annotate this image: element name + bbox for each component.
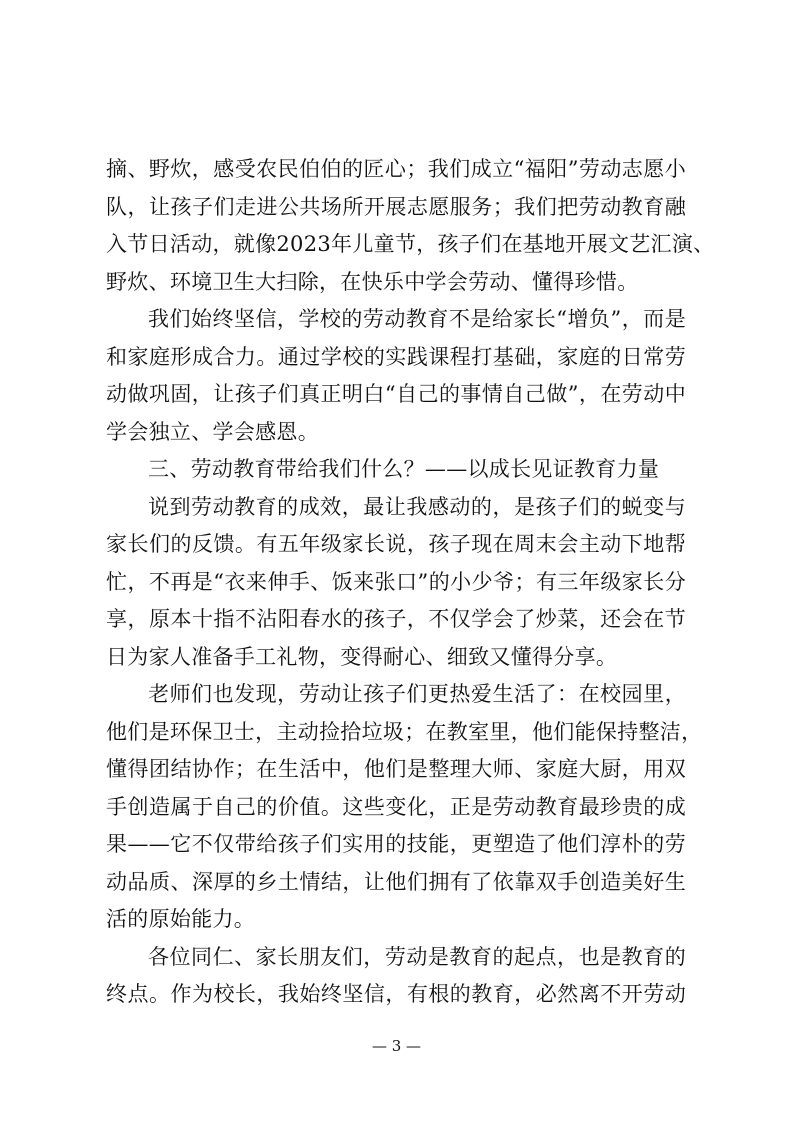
paragraph-4-line-4: 手创造属于自己的价值。这些变化，正是劳动教育最珍贵的成: [106, 794, 686, 819]
paragraph-2-line-3: 动做巩固，让孩子们真正明白“自己的事情自己做”，在劳动中: [106, 382, 686, 406]
paragraph-1-line-4: 野炊、环境卫生大扫除，在快乐中学会劳动、懂得珍惜。: [106, 269, 639, 294]
paragraph-4-line-2: 他们是环保卫士，主动捡拾垃圾；在教室里，他们能保持整洁，: [106, 719, 703, 744]
paragraph-3-line-2: 家长们的反馈。有五年级家长说，孩子现在周末会主动下地帮: [106, 532, 686, 556]
paragraph-4-line-5: 果——它不仅带给孩子们实用的技能，更塑造了他们淳朴的劳: [106, 832, 686, 856]
paragraph-2-line-2: 和家庭形成合力。通过学校的实践课程打基础，家庭的日常劳: [106, 344, 686, 369]
paragraph-5-line-1: 各位同仁、家长朋友们，劳动是教育的起点，也是教育的: [148, 944, 686, 969]
paragraph-4-line-6: 动品质、深厚的乡土情结，让他们拥有了依靠双手创造美好生: [106, 869, 686, 894]
paragraph-3-line-1: 说到劳动教育的成效，最让我感动的，是孩子们的蜕变与: [148, 494, 686, 519]
paragraph-4-line-1: 老师们也发现，劳动让孩子们更热爱生活了：在校园里，: [148, 682, 686, 706]
paragraph-3-line-5: 日为家人准备手工礼物，变得耐心、细致又懂得分享。: [106, 644, 618, 669]
paragraph-1-line-2: 队，让孩子们走进公共场所开展志愿服务；我们把劳动教育融: [106, 194, 686, 219]
paragraph-4-line-7: 活的原始能力。: [106, 907, 256, 931]
paragraph-2-line-1: 我们始终坚信，学校的劳动教育不是给家长“增负”，而是: [148, 307, 686, 331]
paragraph-2-line-4: 学会独立、学会感恩。: [106, 419, 319, 444]
paragraph-5-line-2: 终点。作为校长，我始终坚信，有根的教育，必然离不开劳动: [106, 982, 686, 1006]
paragraph-4-line-3: 懂得团结协作；在生活中，他们是整理大师、家庭大厨，用双: [106, 757, 686, 781]
page-number: — 3 —: [371, 1037, 422, 1055]
section-heading: 三、劳动教育带给我们什么？——以成长见证教育力量: [148, 457, 660, 481]
paragraph-1-line-3: 入节日活动，就像2023年儿童节，孩子们在基地开展文艺汇演、: [106, 232, 715, 256]
paragraph-1-line-1: 摘、野炊，感受农民伯伯的匠心；我们成立“福阳”劳动志愿小: [106, 157, 686, 181]
paragraph-3-line-4: 享，原本十指不沾阳春水的孩子，不仅学会了炒菜，还会在节: [106, 607, 686, 631]
paragraph-3-line-3: 忙，不再是“衣来伸手、饭来张口”的小少爷；有三年级家长分: [106, 569, 686, 594]
